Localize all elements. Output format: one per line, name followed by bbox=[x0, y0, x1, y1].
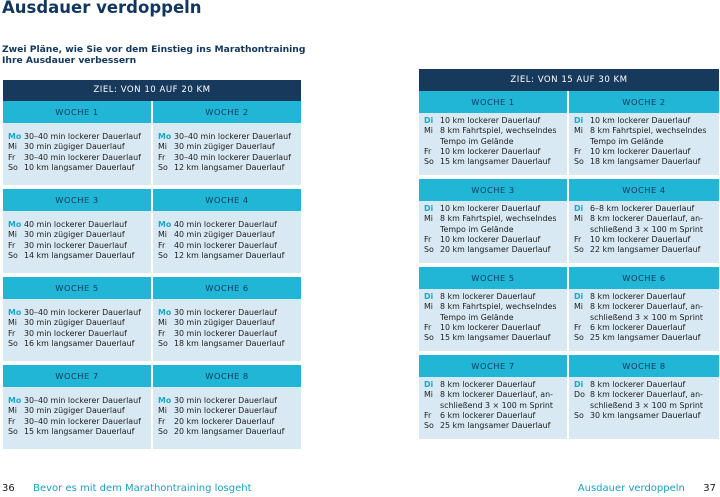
workout-description: 20 km langsamer Dauerlauf bbox=[440, 245, 551, 255]
workout-description: 10 km lockerer Dauerlauf bbox=[590, 234, 691, 244]
weekday: So bbox=[424, 157, 434, 167]
weekday: Mi bbox=[8, 406, 18, 416]
week-header: WOCHE 4 bbox=[153, 189, 301, 211]
workout-description: 8 km Fahrtspiel, wechselndes bbox=[440, 126, 557, 136]
footer-left bbox=[2, 483, 252, 494]
schedule-line bbox=[153, 417, 301, 427]
schedule-line bbox=[153, 396, 301, 406]
schedule-line bbox=[419, 292, 567, 302]
workout-description: 30 min zügiger Dauerlauf bbox=[24, 406, 125, 416]
workout-description: 30 min lockerer Dauerlauf bbox=[24, 328, 127, 338]
schedule-line bbox=[569, 126, 719, 136]
schedule-line bbox=[569, 116, 719, 126]
weekday: Mo bbox=[158, 396, 172, 405]
schedule-line bbox=[569, 225, 719, 235]
weekday: So bbox=[158, 426, 168, 436]
workout-description: 25 km langsamer Dauerlauf bbox=[440, 421, 551, 431]
weekday: So bbox=[424, 333, 434, 343]
plan-goal-banner: ZIEL: VON 15 AUF 30 KM bbox=[419, 69, 719, 91]
weekday: Mi bbox=[8, 230, 18, 240]
week-header: WOCHE 2 bbox=[153, 101, 301, 123]
weekday: So bbox=[158, 338, 168, 348]
weekday bbox=[419, 313, 440, 323]
week-schedule bbox=[3, 387, 151, 449]
schedule-line bbox=[419, 137, 567, 147]
schedule-line bbox=[419, 126, 567, 136]
weekday: Fr bbox=[574, 234, 582, 244]
schedule-line bbox=[3, 142, 151, 152]
workout-description: 10 km lockerer Dauerlauf bbox=[440, 146, 541, 156]
week-header: WOCHE 1 bbox=[3, 101, 151, 123]
weekday: So bbox=[574, 410, 584, 420]
workout-description: 12 km langsamer Dauerlauf bbox=[174, 250, 285, 260]
weekday: Fr bbox=[424, 322, 432, 332]
weekday: Mi bbox=[8, 318, 18, 328]
week-header: WOCHE 8 bbox=[153, 365, 301, 387]
workout-description: 10 km lockerer Dauerlauf bbox=[590, 116, 691, 125]
workout-description: 30 min lockerer Dauerlauf bbox=[174, 328, 277, 338]
schedule-line bbox=[569, 302, 719, 312]
workout-description: schließend 3 × 100 m Sprint bbox=[440, 400, 553, 410]
weekday: Fr bbox=[424, 146, 432, 156]
weekday bbox=[419, 137, 440, 147]
schedule-line bbox=[419, 116, 567, 126]
workout-description: schließend 3 × 100 m Sprint bbox=[590, 312, 703, 322]
schedule-line bbox=[419, 421, 567, 431]
weekday bbox=[569, 401, 590, 411]
weekday: Fr bbox=[158, 328, 166, 338]
weekday: Mi bbox=[424, 126, 434, 136]
schedule-line bbox=[569, 235, 719, 245]
weekday: So bbox=[424, 245, 434, 255]
schedule-line bbox=[3, 318, 151, 328]
schedule-line bbox=[3, 329, 151, 339]
workout-description: 30 min zügiger Dauerlauf bbox=[24, 318, 125, 328]
weekday: Di bbox=[424, 292, 434, 301]
schedule-line bbox=[3, 251, 151, 261]
schedule-line bbox=[153, 339, 301, 349]
week-schedule bbox=[569, 289, 719, 351]
schedule-line bbox=[3, 308, 151, 318]
week-row bbox=[3, 189, 301, 277]
workout-description: 30 min lockerer Dauerlauf bbox=[174, 308, 277, 317]
workout-description: 8 km lockerer Dauerlauf, an- bbox=[590, 214, 703, 224]
schedule-line bbox=[419, 390, 567, 400]
week-schedule bbox=[153, 387, 301, 449]
workout-description: 30–40 min lockerer Dauerlauf bbox=[24, 132, 141, 141]
schedule-line bbox=[569, 147, 719, 157]
training-plan-right bbox=[419, 91, 719, 443]
weekday: So bbox=[574, 157, 584, 167]
workout-description: 10 km lockerer Dauerlauf bbox=[440, 116, 541, 125]
week-header: WOCHE 7 bbox=[419, 355, 567, 377]
schedule-line bbox=[569, 245, 719, 255]
week-header: WOCHE 7 bbox=[3, 365, 151, 387]
week-schedule bbox=[419, 201, 567, 263]
schedule-line bbox=[3, 163, 151, 173]
week-header: WOCHE 3 bbox=[419, 179, 567, 201]
weekday: Mo bbox=[8, 132, 22, 141]
footer-right bbox=[578, 483, 716, 494]
schedule-line bbox=[419, 401, 567, 411]
schedule-line bbox=[3, 396, 151, 406]
weekday: So bbox=[574, 333, 584, 343]
week-header: WOCHE 2 bbox=[569, 91, 719, 113]
week-schedule bbox=[569, 201, 719, 263]
workout-description: 20 km langsamer Dauerlauf bbox=[174, 426, 285, 436]
workout-description: 30 min lockerer Dauerlauf bbox=[174, 406, 277, 416]
schedule-line bbox=[569, 313, 719, 323]
weekday: Fr bbox=[8, 328, 16, 338]
week-schedule bbox=[3, 299, 151, 361]
schedule-line bbox=[419, 147, 567, 157]
weekday: Di bbox=[574, 292, 584, 301]
schedule-line bbox=[3, 406, 151, 416]
schedule-line bbox=[419, 235, 567, 245]
week-row bbox=[419, 179, 719, 267]
week-header: WOCHE 5 bbox=[3, 277, 151, 299]
schedule-line bbox=[569, 411, 719, 421]
weekday: Mi bbox=[158, 406, 168, 416]
schedule-line bbox=[419, 204, 567, 214]
schedule-line bbox=[3, 427, 151, 437]
weekday: So bbox=[8, 250, 18, 260]
workout-description: 30 min lockerer Dauerlauf bbox=[174, 396, 277, 405]
weekday: Di bbox=[574, 204, 584, 213]
weekday: Mi bbox=[574, 126, 584, 136]
workout-description: 10 km lockerer Dauerlauf bbox=[590, 146, 691, 156]
weekday: Di bbox=[424, 204, 434, 213]
workout-description: Tempo im Gelände bbox=[590, 136, 664, 146]
weekday: Mi bbox=[424, 214, 434, 224]
weekday: Mi bbox=[158, 230, 168, 240]
workout-description: 20 km lockerer Dauerlauf bbox=[174, 416, 275, 426]
weekday: Mo bbox=[158, 308, 172, 317]
workout-description: 15 km langsamer Dauerlauf bbox=[440, 157, 551, 167]
workout-description: 6 km lockerer Dauerlauf bbox=[590, 322, 686, 332]
workout-description: 30 min zügiger Dauerlauf bbox=[24, 142, 125, 152]
page-number: 36 bbox=[2, 483, 15, 494]
schedule-line bbox=[3, 132, 151, 142]
schedule-line bbox=[569, 390, 719, 400]
workout-description: Tempo im Gelände bbox=[440, 224, 514, 234]
workout-description: 22 km langsamer Dauerlauf bbox=[590, 245, 701, 255]
weekday bbox=[569, 313, 590, 323]
workout-description: 8 km lockerer Dauerlauf, an- bbox=[590, 390, 703, 400]
weekday: Mi bbox=[574, 302, 584, 312]
weekday: Mo bbox=[8, 220, 22, 229]
workout-description: 8 km Fahrtspiel, wechselndes bbox=[440, 214, 557, 224]
weekday: Mi bbox=[8, 142, 18, 152]
weekday: Fr bbox=[158, 416, 166, 426]
schedule-line bbox=[569, 380, 719, 390]
schedule-line bbox=[3, 339, 151, 349]
schedule-line bbox=[3, 417, 151, 427]
workout-description: 40 min lockerer Dauerlauf bbox=[174, 220, 277, 229]
running-header: Bevor es mit dem Marathontraining losgeht bbox=[33, 483, 252, 494]
schedule-line bbox=[569, 401, 719, 411]
weekday: Mo bbox=[8, 308, 22, 317]
weekday bbox=[419, 225, 440, 235]
page-number: 37 bbox=[703, 483, 716, 494]
workout-description: 18 km langsamer Dauerlauf bbox=[590, 157, 701, 167]
schedule-line bbox=[569, 214, 719, 224]
workout-description: 10 km lockerer Dauerlauf bbox=[440, 322, 541, 332]
weekday bbox=[419, 401, 440, 411]
schedule-line bbox=[153, 241, 301, 251]
schedule-line bbox=[569, 204, 719, 214]
weekday: Fr bbox=[158, 152, 166, 162]
week-header: WOCHE 6 bbox=[569, 267, 719, 289]
workout-description: 30–40 min lockerer Dauerlauf bbox=[174, 152, 291, 162]
weekday: So bbox=[574, 245, 584, 255]
workout-description: 15 km langsamer Dauerlauf bbox=[24, 426, 135, 436]
week-schedule bbox=[419, 377, 567, 439]
weekday: Mi bbox=[574, 214, 584, 224]
week-header: WOCHE 1 bbox=[419, 91, 567, 113]
schedule-line bbox=[153, 163, 301, 173]
week-schedule bbox=[153, 123, 301, 185]
schedule-line bbox=[153, 318, 301, 328]
schedule-line bbox=[153, 230, 301, 240]
workout-description: 8 km lockerer Dauerlauf bbox=[440, 292, 536, 301]
workout-description: Tempo im Gelände bbox=[440, 136, 514, 146]
schedule-line bbox=[419, 245, 567, 255]
weekday: Mi bbox=[424, 302, 434, 312]
workout-description: 30 min zügiger Dauerlauf bbox=[24, 230, 125, 240]
week-row bbox=[419, 91, 719, 179]
schedule-line bbox=[153, 153, 301, 163]
week-schedule bbox=[3, 123, 151, 185]
week-schedule bbox=[419, 113, 567, 175]
schedule-line bbox=[3, 230, 151, 240]
schedule-line bbox=[153, 142, 301, 152]
subtitle-line: Ihre Ausdauer verbessern bbox=[2, 55, 137, 66]
page-title: Ausdauer verdoppeln bbox=[2, 0, 202, 17]
weekday bbox=[569, 225, 590, 235]
weekday: Fr bbox=[8, 240, 16, 250]
weekday: Mi bbox=[158, 318, 168, 328]
running-header: Ausdauer verdoppeln bbox=[577, 483, 685, 494]
schedule-line bbox=[3, 241, 151, 251]
workout-description: 8 km lockerer Dauerlauf, an- bbox=[440, 390, 553, 400]
schedule-line bbox=[569, 292, 719, 302]
workout-description: 16 km langsamer Dauerlauf bbox=[24, 338, 135, 348]
weekday: Mo bbox=[158, 132, 172, 141]
week-schedule bbox=[3, 211, 151, 273]
weekday: So bbox=[424, 421, 434, 431]
weekday: Fr bbox=[574, 322, 582, 332]
workout-description: 14 km langsamer Dauerlauf bbox=[24, 250, 135, 260]
weekday: Mi bbox=[158, 142, 168, 152]
week-schedule bbox=[153, 211, 301, 273]
workout-description: 8 km lockerer Dauerlauf bbox=[590, 292, 686, 301]
schedule-line bbox=[153, 308, 301, 318]
weekday: Do bbox=[574, 390, 585, 400]
weekday: So bbox=[8, 338, 18, 348]
schedule-line bbox=[419, 333, 567, 343]
week-header: WOCHE 5 bbox=[419, 267, 567, 289]
weekday: Di bbox=[424, 380, 434, 389]
workout-description: Tempo im Gelände bbox=[440, 312, 514, 322]
weekday: So bbox=[8, 426, 18, 436]
week-schedule bbox=[569, 113, 719, 175]
schedule-line bbox=[153, 329, 301, 339]
weekday: Fr bbox=[8, 152, 16, 162]
weekday: So bbox=[8, 162, 18, 172]
schedule-line bbox=[419, 323, 567, 333]
week-schedule bbox=[569, 377, 719, 439]
workout-description: 15 km langsamer Dauerlauf bbox=[440, 333, 551, 343]
week-header: WOCHE 3 bbox=[3, 189, 151, 211]
schedule-line bbox=[419, 313, 567, 323]
week-row bbox=[419, 355, 719, 443]
week-header: WOCHE 8 bbox=[569, 355, 719, 377]
weekday: Fr bbox=[424, 234, 432, 244]
weekday: Di bbox=[424, 116, 434, 125]
workout-description: 6 km lockerer Dauerlauf bbox=[440, 410, 536, 420]
workout-description: 30–40 min lockerer Dauerlauf bbox=[24, 416, 141, 426]
weekday: Di bbox=[574, 116, 584, 125]
weekday: So bbox=[158, 162, 168, 172]
weekday: Mo bbox=[158, 220, 172, 229]
weekday: Di bbox=[574, 380, 584, 389]
week-schedule bbox=[419, 289, 567, 351]
weekday: Fr bbox=[158, 240, 166, 250]
schedule-line bbox=[153, 220, 301, 230]
training-plan-left bbox=[3, 101, 301, 453]
schedule-line bbox=[153, 406, 301, 416]
workout-description: 8 km lockerer Dauerlauf bbox=[590, 380, 686, 389]
weekday: Fr bbox=[424, 410, 432, 420]
weekday: Mo bbox=[8, 396, 22, 405]
schedule-line bbox=[569, 137, 719, 147]
schedule-line bbox=[569, 157, 719, 167]
schedule-line bbox=[419, 214, 567, 224]
schedule-line bbox=[419, 225, 567, 235]
week-schedule bbox=[153, 299, 301, 361]
workout-description: 8 km lockerer Dauerlauf bbox=[440, 380, 536, 389]
schedule-line bbox=[153, 132, 301, 142]
workout-description: schließend 3 × 100 m Sprint bbox=[590, 400, 703, 410]
subtitle-line: Zwei Pläne, wie Sie vor dem Einstieg ins Marathontraining bbox=[2, 44, 306, 55]
schedule-line bbox=[569, 323, 719, 333]
workout-description: 30–40 min lockerer Dauerlauf bbox=[24, 308, 141, 317]
workout-description: 40 min lockerer Dauerlauf bbox=[24, 220, 127, 229]
workout-description: 18 km langsamer Dauerlauf bbox=[174, 338, 285, 348]
workout-description: 30 min zügiger Dauerlauf bbox=[174, 318, 275, 328]
week-header: WOCHE 6 bbox=[153, 277, 301, 299]
workout-description: schließend 3 × 100 m Sprint bbox=[590, 224, 703, 234]
workout-description: 8 km Fahrtspiel, wechselndes bbox=[590, 126, 707, 136]
schedule-line bbox=[153, 251, 301, 261]
workout-description: 8 km lockerer Dauerlauf, an- bbox=[590, 302, 703, 312]
schedule-line bbox=[419, 411, 567, 421]
workout-description: 6–8 km lockerer Dauerlauf bbox=[590, 204, 695, 213]
workout-description: 8 km Fahrtspiel, wechselndes bbox=[440, 302, 557, 312]
schedule-line bbox=[419, 380, 567, 390]
weekday bbox=[569, 137, 590, 147]
schedule-line bbox=[3, 153, 151, 163]
schedule-line bbox=[153, 427, 301, 437]
schedule-line bbox=[3, 220, 151, 230]
page-subtitle bbox=[2, 44, 306, 66]
week-row bbox=[3, 101, 301, 189]
week-row bbox=[3, 277, 301, 365]
workout-description: 30–40 min lockerer Dauerlauf bbox=[24, 152, 141, 162]
workout-description: 30 km langsamer Dauerlauf bbox=[590, 410, 701, 420]
workout-description: 30–40 min lockerer Dauerlauf bbox=[174, 132, 291, 141]
week-header: WOCHE 4 bbox=[569, 179, 719, 201]
schedule-line bbox=[569, 333, 719, 343]
weekday: Fr bbox=[8, 416, 16, 426]
workout-description: 30 min lockerer Dauerlauf bbox=[24, 240, 127, 250]
week-row bbox=[3, 365, 301, 453]
weekday: So bbox=[158, 250, 168, 260]
workout-description: 30 min zügiger Dauerlauf bbox=[174, 142, 275, 152]
workout-description: 40 min zügiger Dauerlauf bbox=[174, 230, 275, 240]
schedule-line bbox=[419, 302, 567, 312]
workout-description: 30–40 min lockerer Dauerlauf bbox=[24, 396, 141, 405]
schedule-line bbox=[419, 157, 567, 167]
week-row bbox=[419, 267, 719, 355]
plan-goal-banner: ZIEL: VON 10 AUF 20 KM bbox=[3, 80, 301, 101]
workout-description: 10 km lockerer Dauerlauf bbox=[440, 234, 541, 244]
workout-description: 10 km langsamer Dauerlauf bbox=[24, 162, 135, 172]
workout-description: 12 km langsamer Dauerlauf bbox=[174, 162, 285, 172]
workout-description: 25 km langsamer Dauerlauf bbox=[590, 333, 701, 343]
weekday: Fr bbox=[574, 146, 582, 156]
workout-description: 40 min lockerer Dauerlauf bbox=[174, 240, 277, 250]
workout-description: 10 km lockerer Dauerlauf bbox=[440, 204, 541, 213]
weekday: Mi bbox=[424, 390, 434, 400]
